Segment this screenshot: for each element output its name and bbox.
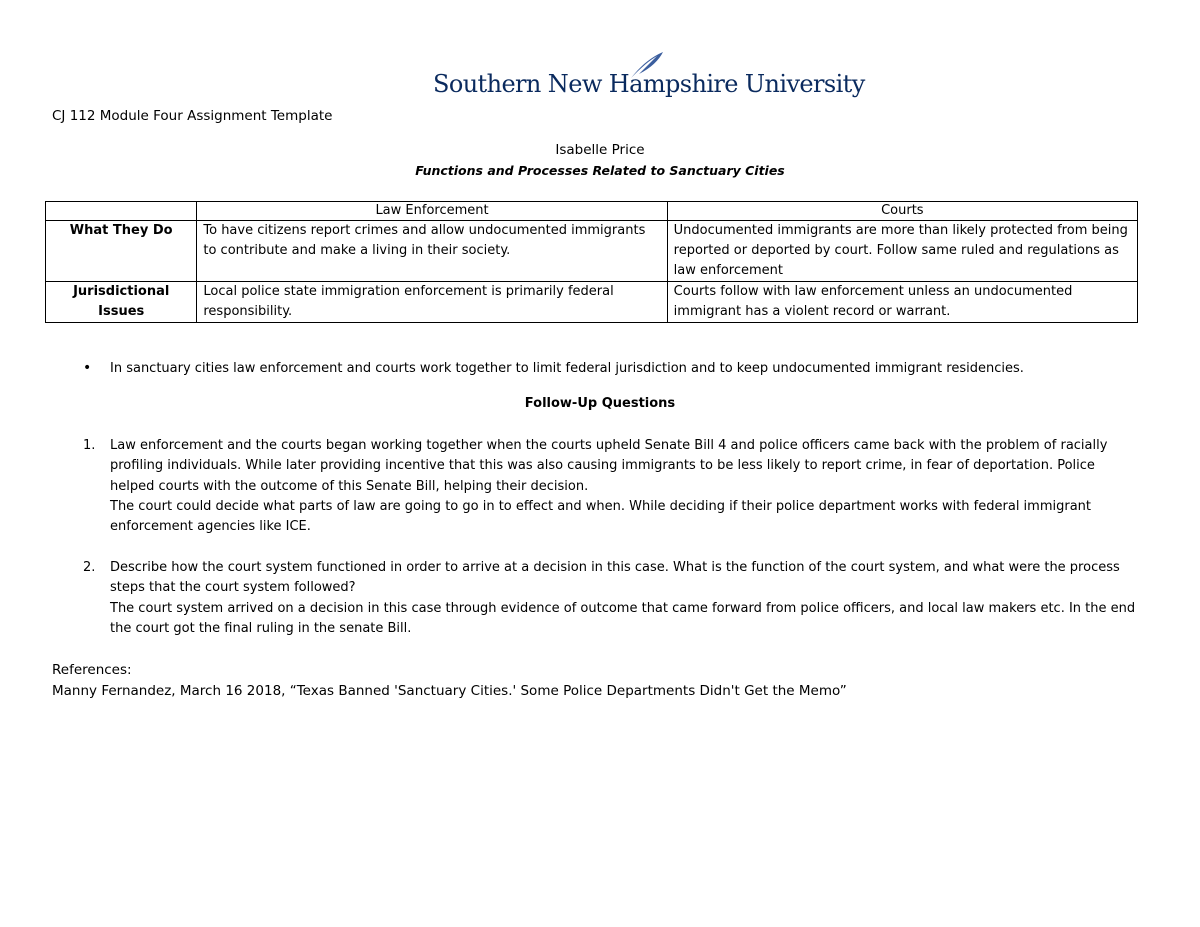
row-header-what-they-do: What They Do [46,221,197,282]
question-text: Describe how the court system functioned in order to arrive at a decision in this case. What is the function of the court system, and what were the process steps that the court system followed? [110,560,1120,596]
cell-courts-what-they-do: Undocumented immigrants are more than likely protected from being reported or deported by court. Follow same ruled and regulations as law enforcement [667,221,1137,282]
followup-heading: Follow-Up Questions [524,396,676,411]
bullet-text: In sanctuary cities law enforcement and courts work together to limit federal jurisdiction and to keep undocumented immigrant residencies. [110,361,1024,376]
question-number: 2. [83,560,96,575]
column-header-law-enforcement: Law Enforcement [197,202,667,221]
table-corner-cell [46,202,197,221]
column-header-courts: Courts [667,202,1137,221]
university-logo [433,50,865,106]
document-title: Functions and Processes Related to Sanctuary Cities [415,163,785,178]
comparison-table [45,201,1138,323]
table-row [46,282,1138,323]
cell-courts-jurisdictional-issues: Courts follow with law enforcement unless an undocumented immigrant has a violent record or warrant. [667,282,1137,323]
bullet-icon: • [83,360,92,376]
references-heading: References: [52,662,132,678]
logo-wordmark: Southern New Hampshire University [433,70,865,98]
course-title: CJ 112 Module Four Assignment Template [52,108,333,124]
table-header-row [46,202,1138,221]
row-header-jurisdictional-issues: Jurisdictional Issues [46,282,197,323]
question-text: Law enforcement and the courts began working together when the courts upheld Senate Bill 4 and police officers came back with the problem of racially profiling individuals. While later providing incentive that this was also causing immigrants to be less likely to report crime, in fear of deportation. Police helped courts with the outcome of this Senate Bill, helping their decision. [110,438,1108,494]
question-body [110,558,1143,639]
question-body [110,436,1143,537]
question-answer: The court could decide what parts of law are going to go in to effect and when. While deciding if their police department works with federal immigrant enforcement agencies like ICE. [110,498,1092,535]
author-name: Isabelle Price [555,142,645,158]
table-row [46,221,1138,282]
question-answer: The court system arrived on a decision in this case through evidence of outcome that came forward from police officers, and local law makers etc. In the end the court got the final ruling in the senate Bill. [110,600,1136,636]
question-number: 1. [83,438,96,453]
cell-law-jurisdictional-issues: Local police state immigration enforcement is primarily federal responsibility. [197,282,667,323]
reference-entry: Manny Fernandez, March 16 2018, “Texas Banned 'Sanctuary Cities.' Some Police Departments Didn't Get the Memo” [52,683,847,699]
cell-law-what-they-do: To have citizens report crimes and allow undocumented immigrants to contribute and make a living in their society. [197,221,667,282]
references-section [52,660,847,702]
